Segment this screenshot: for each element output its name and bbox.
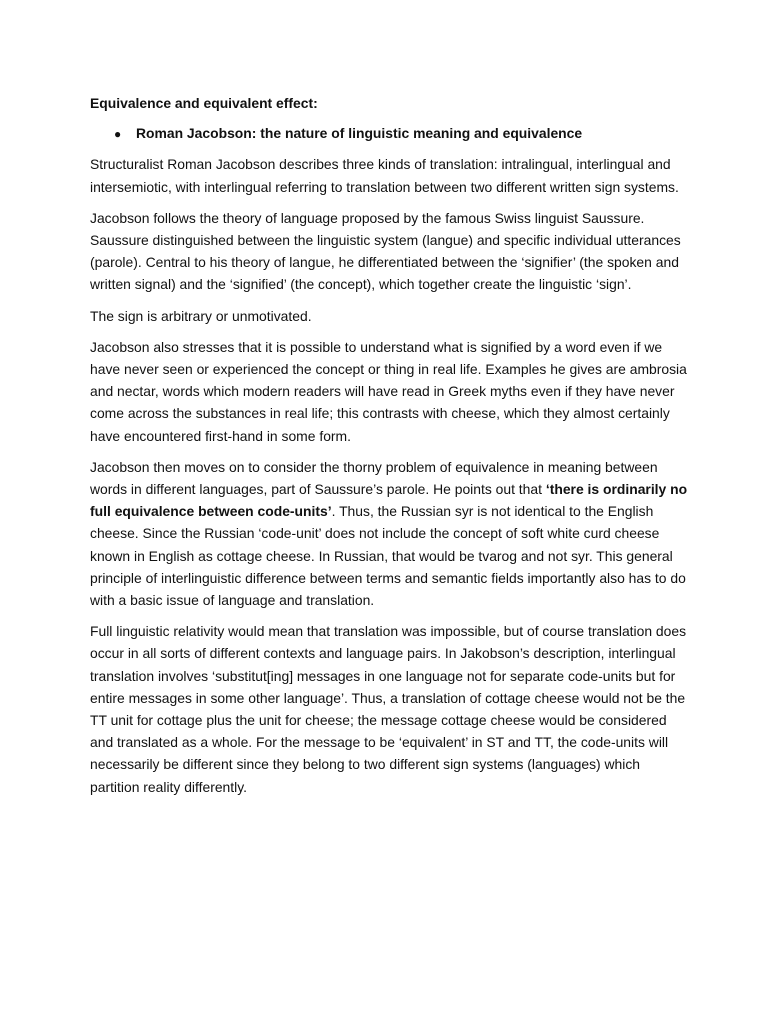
bullet-item — [114, 122, 690, 145]
paragraph-equivalence-intro: Jacobson then moves on to consider the thorny problem of equivalence in meaning between words in different languages, part of Saussure’s parole. He points out that — [90, 458, 658, 498]
paragraph-equivalence-rest: . Thus, the Russian syr is not identical to the English cheese. Since the Russian ‘code-unit’ does not include the concept of soft white curd cheese known in English as cottage cheese. In Russian, that would be tvarog and not syr. This general principle of interlinguistic difference between terms and semantic fields importantly also has to do with a basic issue of language and translation. — [90, 503, 686, 609]
paragraph-signified-concepts: Jacobson also stresses that it is possible to understand what is signified by a word even if we have never seen or experienced the concept or thing in real life. Examples he gives are ambrosia and nectar, words which modern readers will have read in Greek myths even if they have never come across the substances in real life; this contrasts with cheese, which they almost certainly have encountered first-hand in some form. — [90, 338, 687, 444]
document-page — [90, 92, 690, 807]
paragraph-equivalence-problem — [90, 456, 690, 611]
bullet-dot-icon: ● — [114, 127, 122, 142]
paragraph-arbitrary-sign: The sign is arbitrary or unmotivated. — [90, 307, 312, 324]
document-heading: Equivalence and equivalent effect: — [90, 95, 318, 111]
paragraph-saussure-theory: Jacobson follows the theory of language proposed by the famous Swiss linguist Saussure. Saussure distinguished between the linguistic system (langue) and specific individual utterances (parole). Central to his theory of langue, he differentiated between the ‘signifier’ (the spoken and written signal) and the ‘signified’ (the concept), which together create the linguistic ‘sign’. — [90, 209, 681, 293]
bullet-text: Roman Jacobson: the nature of linguistic meaning and equivalence — [136, 125, 583, 142]
paragraph-translation-kinds: Structuralist Roman Jacobson describes three kinds of translation: intralingual, interlingual and intersemiotic, with interlingual referring to translation between two different written sign systems. — [90, 156, 679, 195]
paragraph-linguistic-relativity: Full linguistic relativity would mean that translation was impossible, but of course translation does occur in all sorts of different contexts and language pairs. In Jakobson’s description, interlingual translation involves ‘substitut[ing] messages in one language not for separate code-units but for entire messages in some other language’. Thus, a translation of cottage cheese would not be the TT unit for cottage plus the unit for cheese; the message cottage cheese would be considered and translated as a whole. For the message to be ‘equivalent’ in ST and TT, the code-units will necessarily be different since they belong to two different sign systems (languages) which partition reality differently. — [90, 623, 687, 795]
equivalence-quote: ‘there is ordinarily no full equivalence between code-units’ — [90, 481, 688, 520]
